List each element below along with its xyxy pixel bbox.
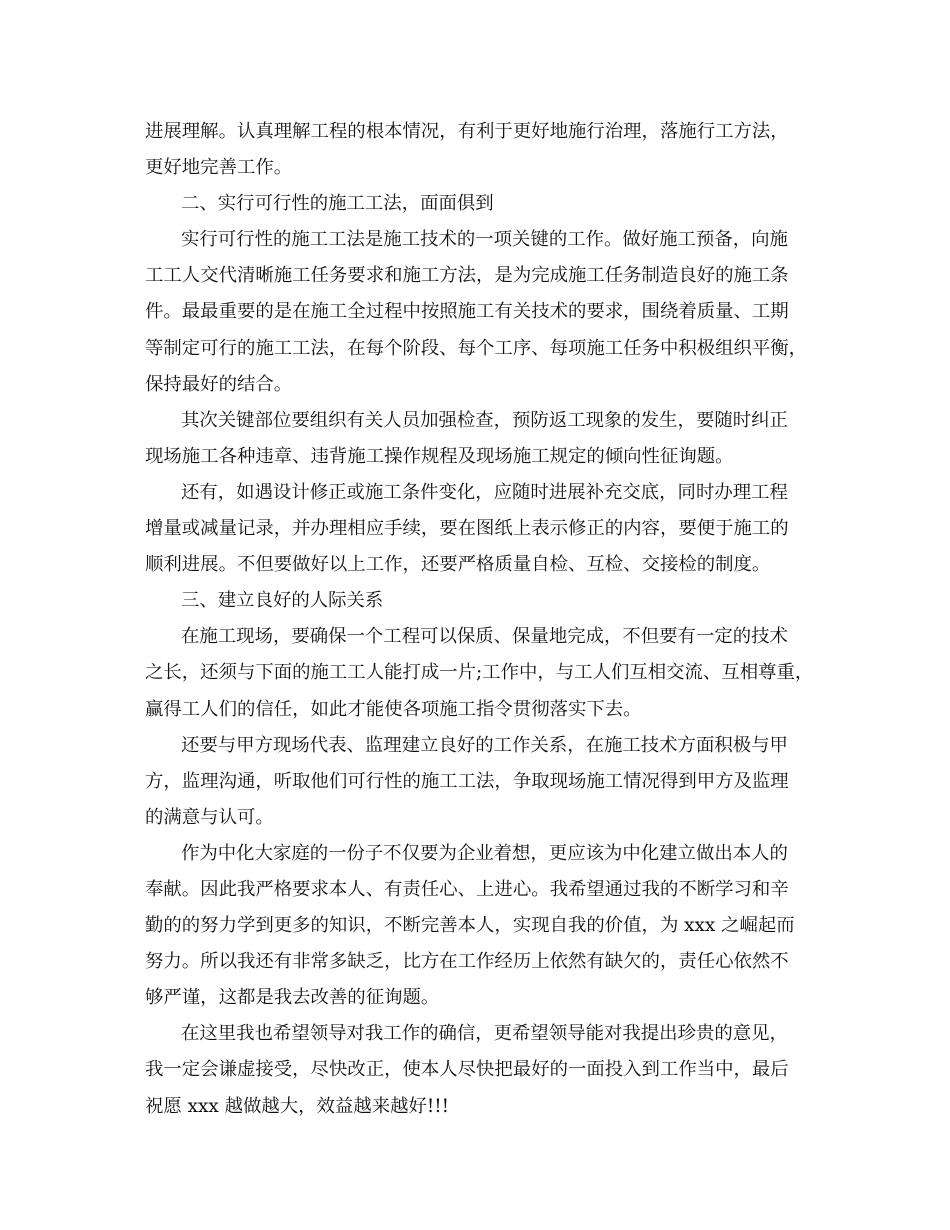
text-line: 进展理解。认真理解工程的根本情况，有利于更好地施行治理，落施行工方法， xyxy=(145,121,789,142)
text-line: 奉献。因此我严格要求本人、有责任心、上进心。我希望通过我的不断学习和辛 xyxy=(145,878,789,900)
text-line: 祝愿 xxx 越做越大，效益越来越好!!! xyxy=(145,1095,450,1117)
text-line: 勤的的努力学到更多的知识，不断完善本人，实现自我的价值，为 xxx 之崛起而 xyxy=(145,915,795,937)
text-line: 够严谨，这都是我去改善的征询题。 xyxy=(145,987,440,1009)
section-heading: 二、实行可行性的施工工法，面面俱到 xyxy=(181,193,494,215)
text-line: 方，监理沟通，听取他们可行性的施工工法，争取现场施工情况得到甲方及监理 xyxy=(145,770,789,792)
text-line: 在施工现场，要确保一个工程可以保质、保量地完成，不但要有一定的技术 xyxy=(181,626,788,648)
text-line: 工工人交代清晰施工任务要求和施工方法，是为完成施工任务制造良好的施工条 xyxy=(145,265,789,287)
text-line: 还要与甲方现场代表、监理建立良好的工作关系，在施工技术方面积极与甲 xyxy=(181,734,788,756)
text-line: 其次关键部位要组织有关人员加强检查，预防返工现象的发生，要随时纠正 xyxy=(181,409,788,431)
text-line: 顺利进展。不但要做好以上工作，还要严格质量自检、互检、交接检的制度。 xyxy=(145,554,771,576)
text-line: 在这里我也希望领导对我工作的确信，更希望领导能对我提出珍贵的意见， xyxy=(181,1023,788,1045)
text-line: 等制定可行的施工工法，在每个阶段、每个工序、每项施工任务中积极组织平衡， xyxy=(145,337,808,359)
text-line: 更好地完善工作。 xyxy=(145,157,293,179)
document-body xyxy=(145,114,815,1125)
text-line: 现场施工各种违章、违背施工操作规程及现场施工规定的倾向性征询题。 xyxy=(145,445,734,467)
text-line: 之长，还须与下面的施工工人能打成一片;工作中，与工人们互相交流、互相尊重， xyxy=(145,662,814,684)
text-line: 作为中化大家庭的一份子不仅要为企业着想，更应该为中化建立做出本人的 xyxy=(181,842,788,864)
text-line: 增量或减量记录，并办理相应手续，要在图纸上表示修正的内容，要便于施工的 xyxy=(145,518,789,540)
section-heading: 三、建立良好的人际关系 xyxy=(181,590,384,612)
text-line: 我一定会谦虚接受，尽快改正，使本人尽快把最好的一面投入到工作当中，最后 xyxy=(145,1059,789,1081)
text-line: 努力。所以我还有非常多缺乏，比方在工作经历上依然有缺欠的，责任心依然不 xyxy=(145,951,789,973)
text-line: 还有，如遇设计修正或施工条件变化，应随时进展补充交底，同时办理工程 xyxy=(181,481,788,503)
text-line: 的满意与认可。 xyxy=(145,806,274,828)
text-line: 件。最最重要的是在施工全过程中按照施工有关技术的要求，围绕着质量、工期 xyxy=(145,301,789,323)
text-line: 保持最好的结合。 xyxy=(145,373,293,395)
text-line: 赢得工人们的信任，如此才能使各项施工指令贯彻落实下去。 xyxy=(145,698,642,720)
text-line: 实行可行性的施工工法是施工技术的一项关键的工作。做好施工预备，向施 xyxy=(181,229,788,251)
